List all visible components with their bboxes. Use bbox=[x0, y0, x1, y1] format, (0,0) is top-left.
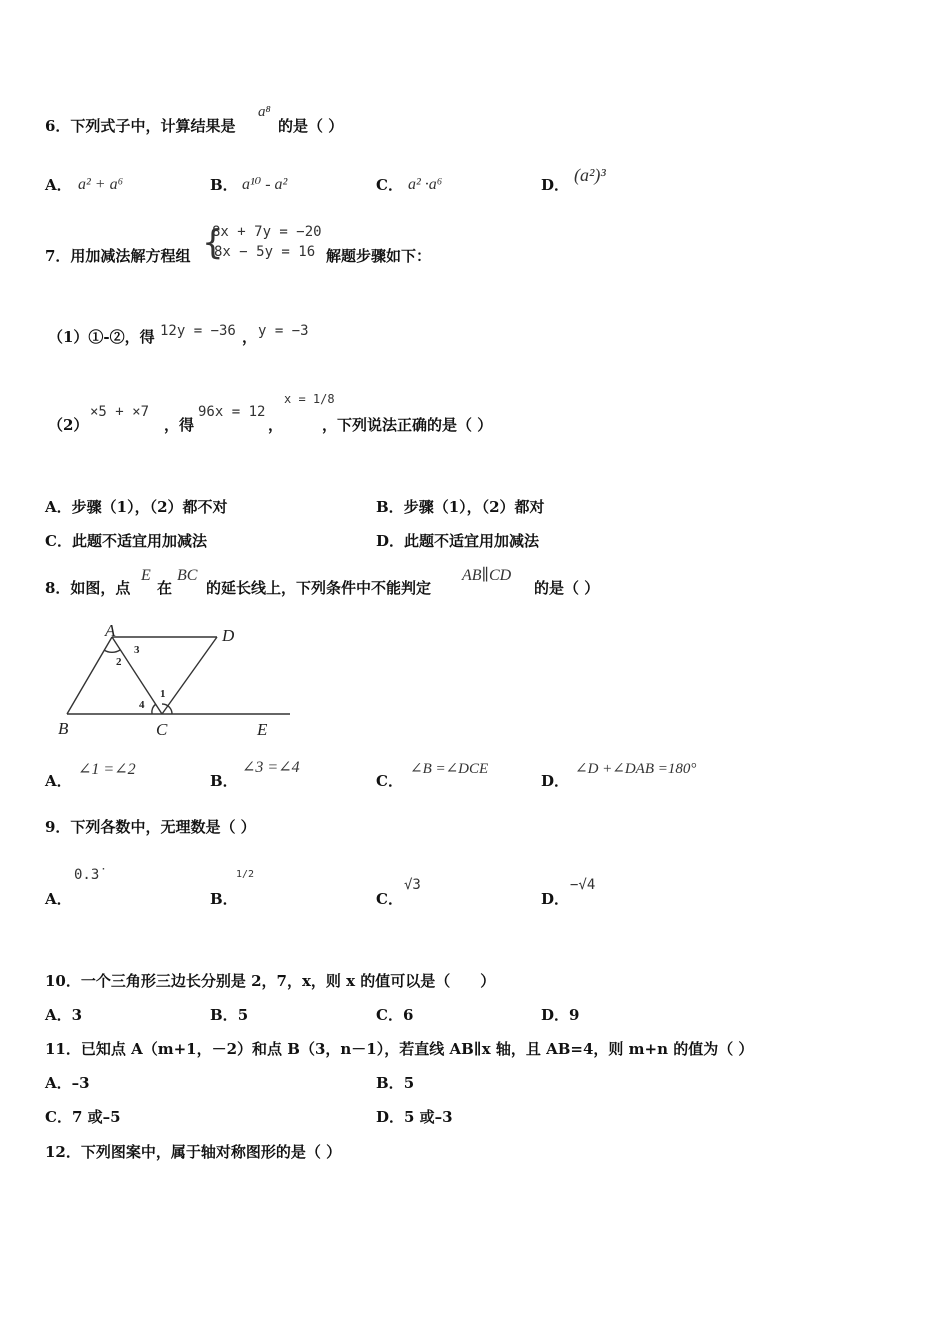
q7-option-d-text: 此题不适宜用加减法 bbox=[404, 532, 540, 550]
q6-option-b-label: B． bbox=[210, 176, 238, 194]
q10-option-b-label: B． bbox=[210, 1006, 238, 1024]
q7-equation-2: 8x − 5y = 16 bbox=[214, 244, 316, 260]
q10-option-b bbox=[210, 1005, 248, 1025]
q10-option-a-label: A． bbox=[45, 1006, 72, 1024]
q8-option-b-expr: ∠3 =∠4 bbox=[242, 759, 300, 776]
q7-option-c-label: C． bbox=[45, 532, 72, 550]
label-angle-2: 2 bbox=[116, 656, 122, 668]
q8-option-a-expr: ∠1 =∠2 bbox=[78, 761, 136, 778]
q7-option-d-label: D． bbox=[376, 532, 405, 550]
q6-option-d-expr: (a²)³ bbox=[574, 165, 606, 185]
q11-option-c-label: C． bbox=[45, 1108, 72, 1126]
q12-stem: 12．下列图案中，属于轴对称图形的是（ ） bbox=[45, 1143, 342, 1161]
q8-option-c-expr: ∠B =∠DCE bbox=[410, 761, 489, 777]
q11-option-c bbox=[45, 1107, 121, 1127]
q7-option-b-label: B． bbox=[376, 498, 404, 516]
q7-option-c-text: 此题不适宜用加减法 bbox=[71, 532, 207, 550]
label-e: E bbox=[257, 720, 268, 739]
q6-option-c-label: C． bbox=[376, 176, 403, 194]
q6-option-a-label: A． bbox=[45, 176, 72, 194]
q7-step1-expr1: 12y = −36 bbox=[160, 323, 236, 339]
q8-option-c-label: C． bbox=[376, 772, 403, 790]
q8-option-d-expr: ∠D +∠DAB =180° bbox=[575, 761, 697, 777]
q8-option-d-label: D． bbox=[541, 772, 570, 790]
q10-option-d bbox=[541, 1005, 579, 1025]
q10-option-c-text: 6 bbox=[402, 1006, 414, 1024]
q10-option-c-label: C． bbox=[376, 1006, 403, 1024]
q7-step1-sep: ， bbox=[242, 328, 258, 346]
q7-option-b-text: 步骤（1），（2）都对 bbox=[403, 498, 545, 516]
q10-stem: 10．一个三角形三边长分别是 2，7，x，则 x 的值可以是（ ） bbox=[45, 972, 496, 990]
q6-option-b-expr: a¹⁰ - a² bbox=[242, 176, 288, 193]
q8-tail: 的是（ ） bbox=[534, 579, 600, 597]
q7-option-a-text: 步骤（1），（2）都不对 bbox=[71, 498, 228, 516]
q8-option-b-label: B． bbox=[210, 772, 238, 790]
q10-option-d-text: 9 bbox=[569, 1006, 580, 1024]
q7-step2-sep: ， bbox=[268, 416, 284, 434]
q6-expr: a⁸ bbox=[258, 104, 271, 120]
q11-option-c-text: 7 或–5 bbox=[71, 1108, 121, 1126]
q7-brace: { bbox=[202, 223, 224, 263]
q7-option-a bbox=[45, 497, 228, 517]
q9-option-b-label: B． bbox=[210, 890, 238, 908]
q7-step2-expr2: 96x = 12 bbox=[198, 404, 266, 420]
angle-arc-a bbox=[104, 650, 120, 652]
label-a: A bbox=[105, 621, 116, 640]
q7-step2-tail: ，下列说法正确的是（ ） bbox=[322, 416, 493, 434]
q8-ab-parallel-cd: AB∥CD bbox=[462, 567, 512, 584]
q7-option-b bbox=[376, 497, 545, 517]
segment-ab bbox=[67, 637, 112, 714]
segment-cd bbox=[162, 637, 217, 714]
q6-stem: 6．下列式子中，计算结果是 bbox=[45, 117, 236, 135]
label-b: B bbox=[58, 719, 69, 738]
q9-option-c-expr: √3 bbox=[404, 877, 421, 893]
q11-option-d-label: D． bbox=[376, 1108, 405, 1126]
q7-step2-expr1: ×5 + ×7 bbox=[90, 404, 150, 420]
angle-arc-c bbox=[152, 704, 172, 714]
q11-stem: 11．已知点 A（m+1，－2）和点 B（3，n－1），若直线 AB∥x 轴，且 AB=4，则 m+n 的值为（ ） bbox=[45, 1040, 754, 1058]
q7-step2-expr3: x = 1/8 bbox=[284, 392, 335, 406]
q7-step1-expr2: y = −3 bbox=[258, 323, 309, 339]
q10-option-a-text: 3 bbox=[71, 1006, 83, 1024]
label-c: C bbox=[156, 720, 168, 739]
q9-option-d-expr: −√4 bbox=[570, 877, 596, 893]
label-d: D bbox=[222, 626, 235, 645]
q7-option-a-label: A． bbox=[45, 498, 72, 516]
q7-step2-mid: ，得 bbox=[164, 416, 195, 434]
q11-option-b bbox=[376, 1073, 414, 1093]
q11-option-a-label: A． bbox=[45, 1074, 72, 1092]
q9-stem: 9．下列各数中，无理数是（ ） bbox=[45, 818, 256, 836]
q11-option-d bbox=[376, 1107, 453, 1127]
q8-stem: 8．如图，点 bbox=[45, 579, 131, 597]
q8-mid2: 的延长线上，下列条件中不能判定 bbox=[206, 579, 432, 597]
q8-point-e: E bbox=[141, 567, 151, 584]
q8-option-a-label: A． bbox=[45, 772, 72, 790]
q9-option-d-label: D． bbox=[541, 890, 570, 908]
q9-option-b-expr: 1/2 bbox=[236, 869, 255, 880]
q7-step1-prefix: （1）①-②，得 bbox=[48, 328, 155, 346]
q6-option-d-label: D． bbox=[541, 176, 570, 194]
q9-option-a-expr: 0.3̇ bbox=[74, 867, 100, 883]
label-angle-4: 4 bbox=[139, 699, 145, 711]
q8-mid1: 在 bbox=[157, 579, 173, 597]
q7-equation-1: 8x + 7y = −20 bbox=[212, 224, 322, 240]
q7-tail: 解题步骤如下： bbox=[326, 247, 432, 265]
q10-option-b-text: 5 bbox=[237, 1006, 249, 1024]
q6-option-c-expr: a² ·a⁶ bbox=[408, 176, 443, 193]
q10-option-d-label: D． bbox=[541, 1006, 570, 1024]
q7-stem: 7．用加减法解方程组 bbox=[45, 247, 191, 265]
q11-option-a-text: –3 bbox=[71, 1074, 90, 1092]
q7-option-d bbox=[376, 531, 539, 551]
q6-tail: 的是（ ） bbox=[278, 117, 344, 135]
q11-option-b-label: B． bbox=[376, 1074, 404, 1092]
q7-option-c bbox=[45, 531, 207, 551]
q11-option-a bbox=[45, 1073, 90, 1093]
label-angle-3: 3 bbox=[134, 644, 140, 656]
q10-option-c bbox=[376, 1005, 413, 1025]
q9-option-c-label: C． bbox=[376, 890, 403, 908]
label-angle-1: 1 bbox=[160, 688, 166, 700]
q8-geometry-figure bbox=[50, 620, 300, 745]
q8-segment-bc: BC bbox=[177, 567, 198, 584]
q9-option-a-label: A． bbox=[45, 890, 72, 908]
q6-option-a-expr: a² + a⁶ bbox=[78, 176, 124, 193]
q10-option-a bbox=[45, 1005, 82, 1025]
q11-option-d-text: 5 或–3 bbox=[404, 1108, 453, 1126]
q7-step2-prefix: （2） bbox=[48, 416, 89, 434]
q11-option-b-text: 5 bbox=[403, 1074, 415, 1092]
